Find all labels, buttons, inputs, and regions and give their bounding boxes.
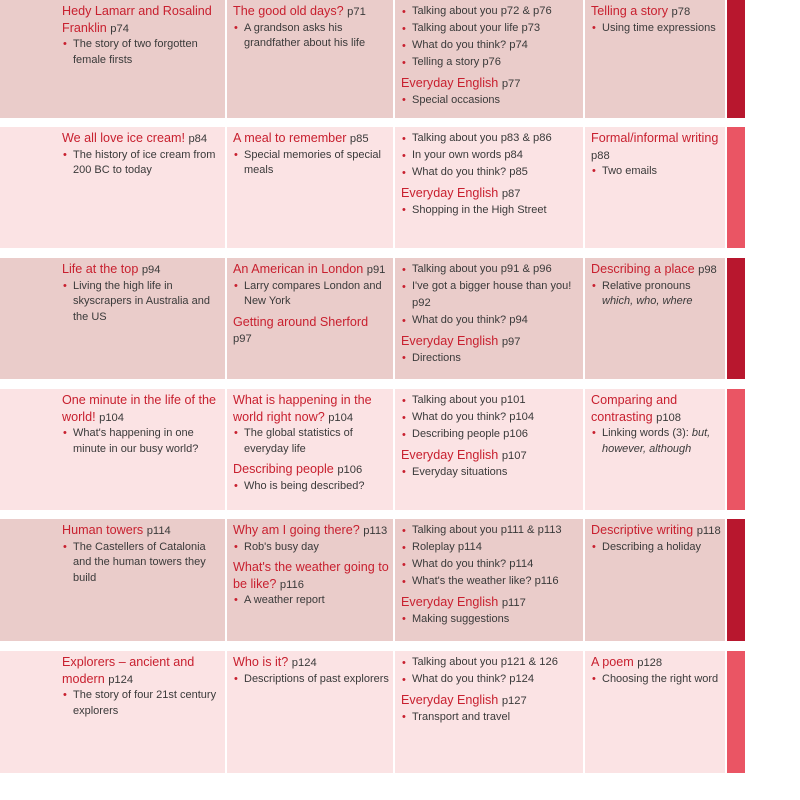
listening-title-text: A meal to remember [233, 131, 347, 145]
writing-bullets [591, 672, 721, 688]
speaking-cell [395, 258, 585, 379]
reading-title-text: We all love ice cream! [62, 131, 185, 145]
speaking-text: Talking about you [412, 524, 498, 536]
listening-bullets [233, 21, 389, 52]
writing-title [591, 392, 721, 426]
page-ref: p106 [337, 464, 363, 476]
page-ref: p121 & 126 [500, 656, 558, 668]
reading-title-text: One minute in the life of the world! [62, 393, 217, 424]
listening-title [233, 261, 389, 279]
page-ref: p83 & p86 [500, 132, 552, 144]
page-ref: p78 [671, 6, 691, 18]
bullet-item [591, 279, 721, 310]
speaking-item [401, 3, 579, 20]
speaking-text: In your own words [412, 149, 502, 161]
speaking-item [401, 671, 579, 688]
bullet-item: • Larry compares London and New York [233, 279, 389, 310]
writing-italic: which, who, where [602, 295, 693, 307]
page-ref: p113 [363, 525, 388, 537]
page-ref: p94 [509, 314, 528, 326]
unit-row [0, 0, 745, 118]
listening-title-text: Describing people [233, 462, 334, 476]
speaking-bullets [401, 522, 579, 590]
page-ref: p77 [501, 78, 521, 90]
listening-title [233, 314, 389, 348]
reading-cell [0, 0, 227, 118]
page-ref: p97 [233, 333, 252, 345]
everyday-english-title [401, 447, 579, 465]
speaking-bullets [401, 261, 579, 329]
speaking-text: Talking about you [412, 132, 498, 144]
reading-title [62, 522, 221, 540]
reading-title-text: Explorers – ancient and modern [62, 655, 195, 686]
page-ref: p104 [99, 411, 124, 424]
speaking-text: Talking about you [412, 656, 498, 668]
page-ref: p124 [108, 673, 134, 686]
everyday-english-title-text: Everyday English [401, 76, 499, 90]
reading-bullets [62, 688, 221, 719]
page-ref: p104 [509, 411, 535, 423]
listening-bullets [233, 279, 389, 310]
speaking-text: What do you think? [412, 411, 507, 423]
reading-cell [0, 127, 227, 248]
reading-cell [0, 651, 227, 773]
colour-strip [727, 258, 745, 379]
speaking-text: Talking about you [412, 394, 498, 406]
page-ref: p118 [696, 525, 721, 537]
speaking-text: What do you think? [412, 673, 507, 685]
speaking-cell [395, 127, 585, 248]
speaking-text: I've got a bigger house than you! [412, 280, 572, 292]
speaking-cell [395, 519, 585, 641]
reading-cell [0, 258, 227, 379]
page-ref: p91 & p96 [500, 263, 552, 275]
writing-text: Describing a holiday [602, 540, 702, 553]
speaking-text: What do you think? [412, 558, 507, 570]
reading-cell [0, 389, 227, 510]
bullet-item [591, 540, 721, 556]
colour-strip [727, 651, 745, 773]
page-ref: p92 [412, 297, 431, 309]
listening-cell [227, 519, 395, 641]
reading-bullets [62, 148, 221, 179]
page-ref: p98 [698, 264, 717, 276]
speaking-text: Roleplay [412, 541, 455, 553]
speaking-item [401, 522, 579, 539]
listening-title-text: Why am I going there? [233, 523, 360, 537]
reading-title-text: Life at the top [62, 262, 139, 276]
listening-bullets [233, 540, 389, 556]
writing-title-text: Formal/informal writing [591, 131, 719, 145]
everyday-bullets [401, 612, 579, 628]
writing-title-text: Telling a story [591, 4, 668, 18]
listening-cell [227, 127, 395, 248]
bullet-item: • Everyday situations [401, 465, 579, 481]
speaking-item [401, 147, 579, 164]
writing-cell [585, 651, 727, 773]
writing-text: Two emails [602, 165, 658, 177]
speaking-text: Telling a story [412, 56, 480, 68]
reading-bullets [62, 540, 221, 587]
reading-title [62, 654, 221, 688]
speaking-item [401, 54, 579, 71]
speaking-cell [395, 651, 585, 773]
page-ref: p106 [503, 428, 529, 440]
writing-bullets [591, 426, 721, 457]
bullet-item: • Shopping in the High Street [401, 203, 579, 219]
listening-cell [227, 389, 395, 510]
colour-strip [727, 519, 745, 641]
writing-text: Linking words (3): [602, 427, 689, 439]
speaking-bullets [401, 654, 579, 688]
speaking-item [401, 130, 579, 147]
speaking-item [401, 573, 579, 590]
speaking-cell [395, 0, 585, 118]
bullet-item: • The history of ice cream from 200 BC to today [62, 148, 221, 179]
page-ref: p124 [509, 673, 535, 685]
speaking-bullets [401, 130, 579, 181]
everyday-english-title-text: Everyday English [401, 448, 499, 462]
listening-cell [227, 651, 395, 773]
bullet-item: • Special memories of special meals [233, 148, 389, 179]
listening-bullets [233, 672, 389, 688]
listening-title-text: What is happening in the world right now? [233, 393, 372, 424]
page-ref: p72 & p76 [500, 5, 552, 17]
reading-cell [0, 519, 227, 641]
writing-italic: but, however, although [602, 427, 711, 455]
page-ref: p88 [591, 149, 610, 162]
unit-row [0, 258, 745, 379]
page-ref: p114 [457, 541, 482, 553]
page-ref: p108 [656, 411, 681, 424]
bullet-item: • Special occasions [401, 93, 579, 109]
writing-cell [585, 519, 727, 641]
listening-title [233, 3, 389, 21]
speaking-text: What's the weather like? [412, 575, 532, 587]
page-ref: p76 [482, 56, 501, 68]
everyday-english-title [401, 185, 579, 203]
writing-title [591, 130, 721, 164]
writing-title [591, 654, 721, 672]
speaking-item [401, 654, 579, 671]
reading-bullets [62, 279, 221, 326]
bullet-item: • The story of two forgotten female firsts [62, 37, 221, 68]
writing-bullets [591, 540, 721, 556]
speaking-bullets [401, 392, 579, 443]
page-ref: p74 [110, 22, 129, 35]
colour-strip [727, 0, 745, 118]
speaking-item [401, 164, 579, 181]
unit-row [0, 389, 745, 510]
bullet-item: • The global statistics of everyday life [233, 426, 389, 457]
bullet-item: • Descriptions of past explorers [233, 672, 389, 688]
everyday-bullets [401, 93, 579, 109]
page-ref: p94 [141, 264, 161, 276]
listening-bullets [233, 593, 389, 609]
writing-text: Relative pronouns [602, 279, 691, 292]
page-ref: p74 [509, 39, 528, 51]
listening-title-text: Getting around Sherford [233, 314, 369, 329]
everyday-english-title [401, 333, 579, 351]
unit-row [0, 127, 745, 248]
speaking-item [401, 278, 579, 312]
writing-title [591, 3, 721, 21]
writing-bullets [591, 279, 721, 310]
writing-bullets [591, 21, 721, 37]
writing-cell [585, 0, 727, 118]
listening-title [233, 130, 389, 148]
page-ref: p114 [146, 525, 171, 537]
everyday-bullets [401, 351, 579, 367]
colour-strip [727, 127, 745, 248]
speaking-cell [395, 389, 585, 510]
listening-cell [227, 258, 395, 379]
bullet-item: • Transport and travel [401, 710, 579, 726]
page-ref: p127 [501, 695, 527, 707]
page-ref: p104 [328, 411, 354, 424]
everyday-english-title [401, 692, 579, 710]
page-ref: p87 [501, 188, 521, 200]
speaking-text: Talking about you [412, 5, 498, 17]
everyday-english-title-text: Everyday English [401, 186, 499, 200]
page-ref: p128 [637, 657, 663, 669]
listening-title-text: An American in London [233, 262, 364, 276]
page-ref: p124 [291, 657, 317, 669]
speaking-text: Describing people [412, 428, 501, 440]
speaking-item [401, 37, 579, 54]
writing-text: Using time expressions [602, 21, 716, 34]
listening-title [233, 559, 389, 593]
writing-bullets [591, 164, 721, 180]
listening-title [233, 522, 389, 540]
writing-title-text: Descriptive writing [591, 523, 694, 537]
page-ref: p107 [501, 450, 527, 462]
bullet-item: • Who is being described? [233, 479, 389, 495]
listening-bullets [233, 479, 389, 495]
speaking-text: What do you think? [412, 314, 507, 326]
writing-title-text: A poem [591, 655, 634, 669]
bullet-item: • A weather report [233, 593, 389, 609]
writing-cell [585, 258, 727, 379]
writing-title-text: Describing a place [591, 262, 695, 276]
page-ref: p116 [279, 578, 304, 591]
reading-bullets [62, 37, 221, 68]
bullet-item: • Rob's busy day [233, 540, 389, 556]
listening-title-text: What's the weather going to be like? [233, 560, 389, 591]
reading-title [62, 3, 221, 37]
listening-title [233, 654, 389, 672]
writing-cell [585, 127, 727, 248]
bullet-item: • The Castellers of Catalonia and the human towers they build [62, 540, 221, 587]
reading-title [62, 130, 221, 148]
speaking-text: Talking about your life [412, 22, 519, 34]
speaking-item [401, 409, 579, 426]
everyday-english-title-text: Everyday English [401, 693, 499, 707]
bullet-item [591, 164, 721, 180]
speaking-item [401, 392, 579, 409]
reading-title-text: Hedy Lamarr and Rosalind Franklin [62, 4, 212, 35]
page-ref: p84 [188, 133, 208, 145]
page-ref: p116 [534, 575, 559, 587]
writing-cell [585, 389, 727, 510]
listening-title [233, 392, 389, 426]
bullet-item: • Making suggestions [401, 612, 579, 628]
unit-row [0, 519, 745, 641]
bullet-item: • The story of four 21st century explorers [62, 688, 221, 719]
page-ref: p85 [349, 133, 369, 145]
reading-title-text: Human towers [62, 523, 144, 537]
reading-bullets [62, 426, 221, 457]
colour-strip [727, 389, 745, 510]
speaking-item [401, 261, 579, 278]
writing-title [591, 261, 721, 279]
writing-title [591, 522, 721, 540]
listening-title-text: The good old days? [233, 4, 344, 18]
everyday-english-title [401, 75, 579, 93]
everyday-english-title-text: Everyday English [401, 595, 499, 609]
bullet-item: • Directions [401, 351, 579, 367]
everyday-bullets [401, 465, 579, 481]
unit-row [0, 651, 745, 773]
page-ref: p91 [366, 264, 386, 276]
reading-title [62, 392, 221, 426]
listening-bullets [233, 426, 389, 457]
page-ref: p84 [504, 149, 523, 161]
listening-title-text: Who is it? [233, 655, 289, 669]
bullet-item [591, 21, 721, 37]
speaking-item [401, 539, 579, 556]
page-ref: p117 [501, 597, 526, 609]
speaking-text: Talking about you [412, 263, 498, 275]
page-ref: p97 [501, 336, 521, 348]
everyday-bullets [401, 203, 579, 219]
speaking-text: What do you think? [412, 166, 507, 178]
page-ref: p111 & p113 [500, 524, 562, 536]
writing-text: Choosing the right word [602, 672, 719, 685]
reading-title [62, 261, 221, 279]
page-ref: p101 [500, 394, 526, 406]
bullet-item: • Living the high life in skyscrapers in Australia and the US [62, 279, 221, 326]
page-ref: p114 [509, 558, 534, 570]
bullet-item [591, 672, 721, 688]
page-ref: p73 [521, 22, 541, 34]
everyday-english-title-text: Everyday English [401, 334, 499, 348]
speaking-item [401, 20, 579, 37]
writing-title-text: Comparing and contrasting [591, 393, 678, 424]
page-ref: p85 [509, 166, 528, 178]
bullet-item: • What's happening in one minute in our busy world? [62, 426, 221, 457]
listening-cell [227, 0, 395, 118]
page-ref: p71 [347, 6, 366, 18]
bullet-item [591, 426, 721, 457]
everyday-english-title [401, 594, 579, 612]
speaking-item [401, 426, 579, 443]
speaking-bullets [401, 3, 579, 71]
everyday-bullets [401, 710, 579, 726]
speaking-item [401, 312, 579, 329]
speaking-text: What do you think? [412, 39, 507, 51]
listening-title [233, 461, 389, 479]
listening-bullets [233, 148, 389, 179]
bullet-item: • A grandson asks his grandfather about his life [233, 21, 389, 52]
speaking-item [401, 556, 579, 573]
